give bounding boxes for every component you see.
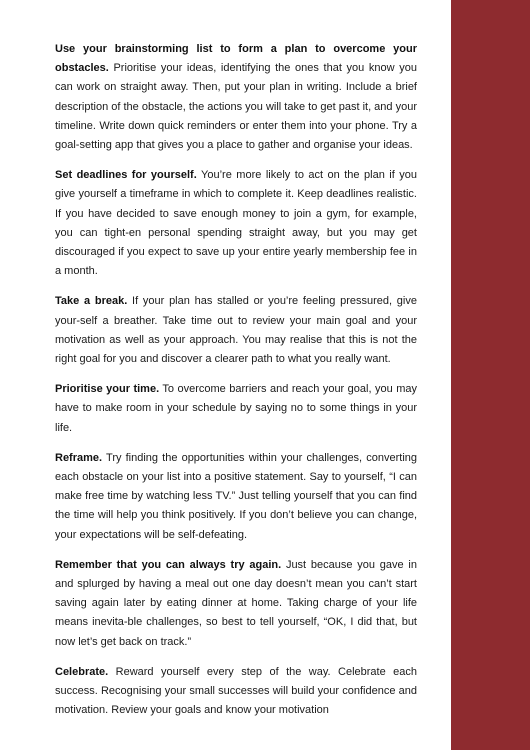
paragraph-heading: Celebrate.	[55, 665, 109, 678]
paragraph-heading: Remember that you can always try again.	[55, 558, 282, 571]
paragraph-reframe	[55, 449, 417, 545]
paragraph-try-again	[55, 556, 417, 652]
paragraph-prioritise	[55, 380, 417, 438]
paragraph-text: Just because you gave in and splurged by having a meal out one day doesn’t mean you can’t start saving again later by eating dinner at home. Taking charge of your life means inevita-ble challenges, so best to tell yourself, “OK, I did that, but now let’s get back on track.”	[55, 558, 417, 648]
side-color-bar	[451, 0, 530, 750]
paragraph-text: To overcome barriers and reach your goal, you may have to make room in your schedule by saying no to some things in your life.	[55, 383, 417, 434]
paragraph-heading: Set deadlines for yourself.	[55, 169, 197, 182]
paragraph-break	[55, 292, 417, 369]
paragraph-text: Try finding the opportunities within your challenges, converting each obstacle on your list into a positive statement. Say to yourself, “I can make free time by watching less TV.” Just telling yourself that you can find the time will help you think positively. If you don’t believe you can change, your expectations will be self-defeating.	[55, 451, 417, 541]
paragraph-plan	[55, 40, 417, 155]
paragraph-text: Reward yourself every step of the way. Celebrate each success. Recognising your small successes will build your confidence and motivation. Review your goals and know your motivation	[55, 665, 417, 717]
paragraph-heading: Prioritise your time.	[55, 383, 160, 396]
paragraph-text: If your plan has stalled or you’re feeling pressured, give your-self a breather. Take time out to review your main goal and your motivation as well as your approach. You may realise that this is not the right goal for you and discover a clearer path to what you really want.	[55, 295, 417, 366]
paragraph-deadlines	[55, 166, 417, 281]
paragraph-celebrate	[55, 663, 417, 721]
paragraph-text: You’re more likely to act on the plan if you give yourself a timeframe in which to complete it. Keep deadlines realistic. If you have decided to save enough money to join a gym, for example, you can tight-en personal spending straight away, but you may get discouraged if you expect to save up your entire yearly membership fee in a month.	[55, 169, 417, 278]
paragraph-heading: Take a break.	[55, 295, 128, 308]
paragraph-text: Prioritise your ideas, identifying the ones that you know you can work on straight away. Then, put your plan in writing. Include a brief description of the obstacle, the actions you will take to get past it, and your timeline. Write down quick reminders or enter them into your phone. Try a goal-setting app that gives you a place to gather and organise your ideas.	[55, 62, 417, 152]
document-body	[55, 40, 417, 732]
paragraph-heading: Reframe.	[55, 451, 103, 464]
paragraph-heading: Use your brainstorming list to form a plan to overcome your obstacles.	[55, 43, 417, 75]
